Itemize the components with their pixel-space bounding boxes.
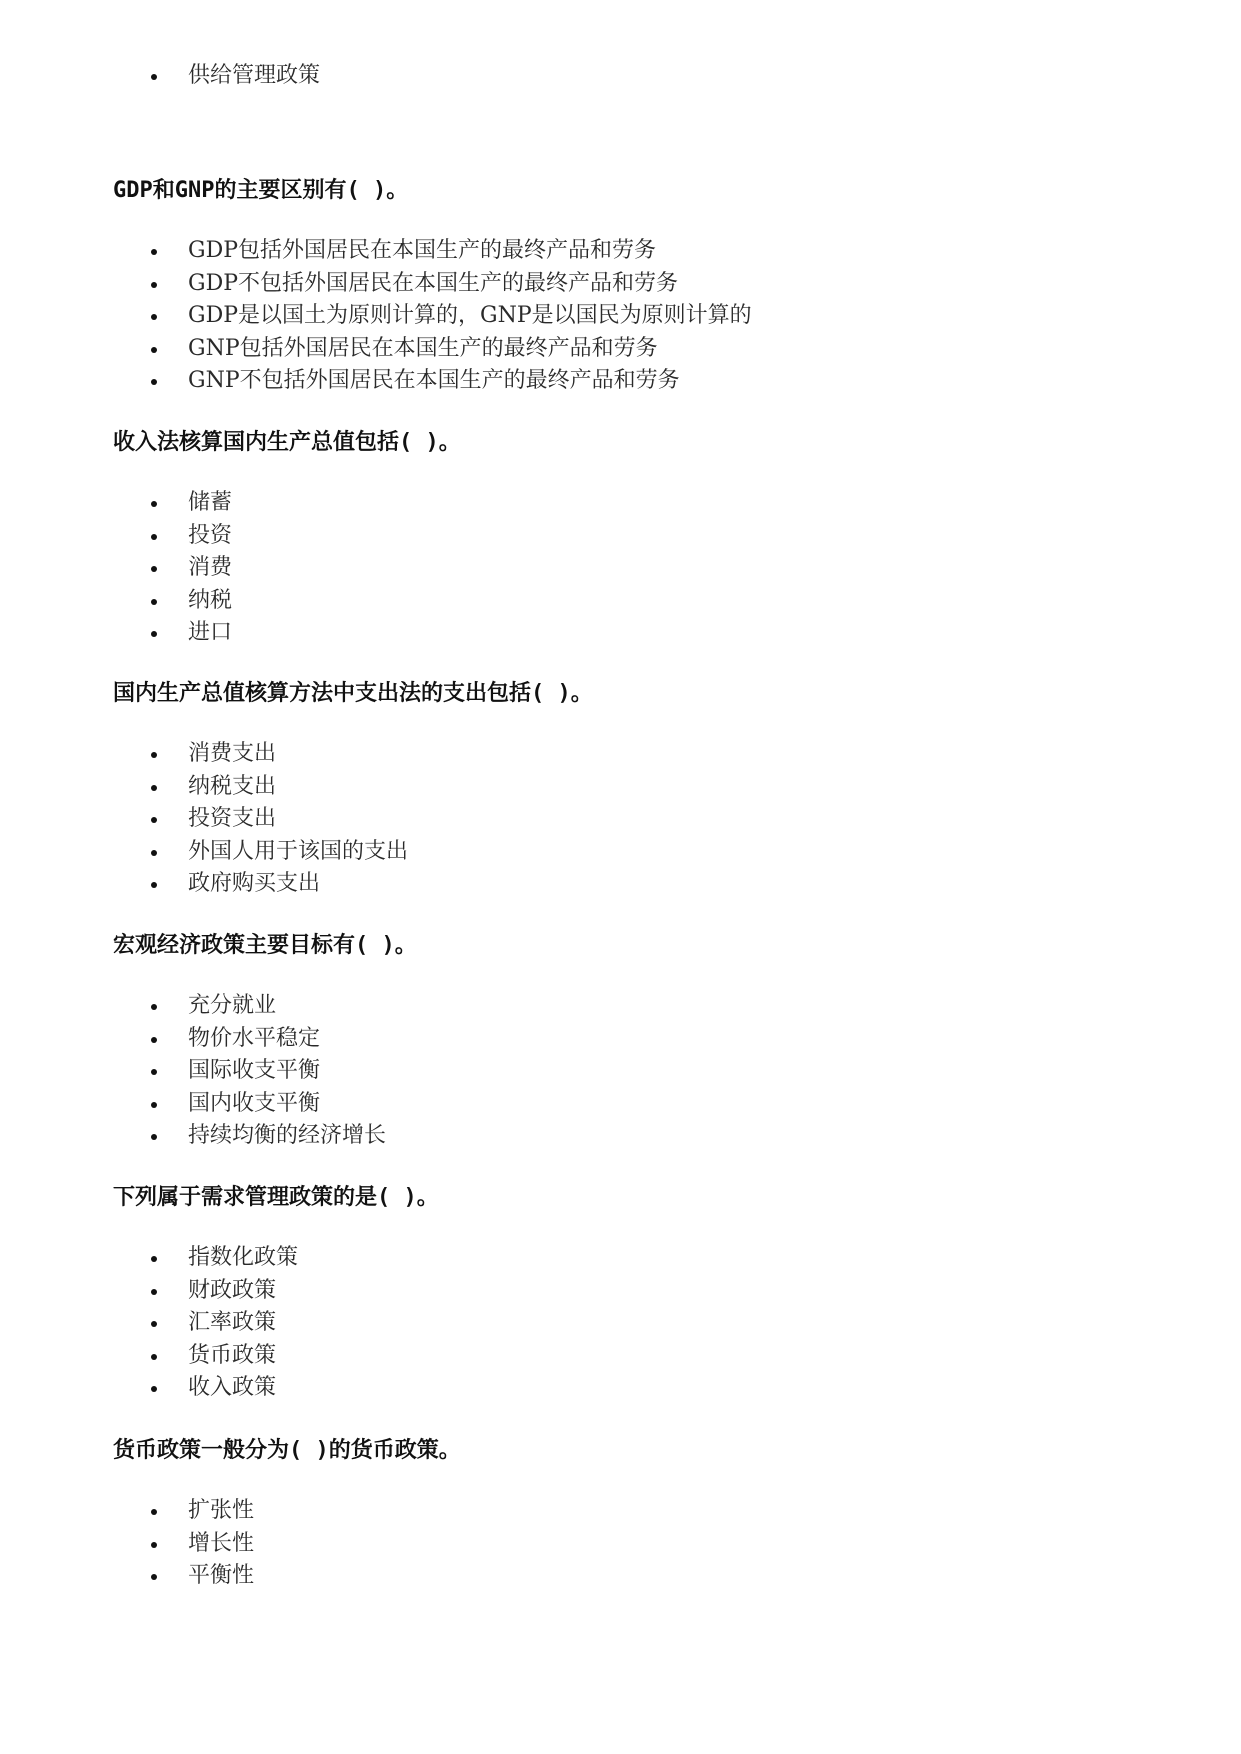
bullet-icon [151,1134,157,1140]
option-text: GDP不包括外国居民在本国生产的最终产品和劳务 [188,270,679,296]
question-title: 货币政策一般分为( )的货币政策。 [113,1438,461,1463]
question-title: 宏观经济政策主要目标有( )。 [113,933,417,958]
option-text: 充分就业 [188,993,277,1018]
option-text: GDP是以国土为原则计算的，GNP是以国民为原则计算的 [188,303,752,328]
bullet-icon [151,599,157,605]
option-text: 国际收支平衡 [188,1058,321,1083]
bullet-icon [151,314,157,320]
bullet-icon [151,1386,157,1392]
option-text: 收入政策 [188,1375,277,1400]
option-text: 进口 [188,620,233,645]
option-text: 平衡性 [188,1563,255,1588]
bullet-icon [151,249,157,255]
bullet-icon [151,1289,157,1295]
bullet-icon [151,1102,157,1108]
option-text: 汇率政策 [188,1310,277,1335]
option-text: 财政政策 [188,1277,277,1303]
bullet-icon [151,1354,157,1360]
bullet-icon [151,347,157,353]
bullet-icon [151,501,157,507]
bullet-icon [151,882,157,888]
bullet-icon [151,752,157,758]
bullet-icon [151,1509,157,1515]
bullet-icon [151,817,157,823]
bullet-icon [151,1004,157,1010]
option-text: 指数化政策 [188,1245,299,1270]
bullet-icon [151,1574,157,1580]
option-text: 物价水平稳定 [188,1025,321,1051]
bullet-icon [151,850,157,856]
question-title: GDP和GNP的主要区别有( )。 [113,178,409,203]
option-text: 消费支出 [188,741,277,766]
bullet-icon [151,1069,157,1075]
option-text: 国内收支平衡 [188,1090,321,1116]
option-text: 储蓄 [188,490,233,515]
option-text: GNP不包括外国居民在本国生产的最终产品和劳务 [188,368,680,393]
option-text: 投资支出 [188,806,277,831]
bullet-icon [151,534,157,540]
option-text: 供给管理政策 [188,63,321,88]
bullet-icon [151,1321,157,1327]
option-text: 纳税 [188,587,233,613]
option-text: 增长性 [188,1530,255,1556]
question-title: 下列属于需求管理政策的是( )。 [113,1185,439,1210]
question-title: 国内生产总值核算方法中支出法的支出包括( )。 [113,681,593,706]
bullet-icon [151,379,157,385]
bullet-icon [151,1256,157,1262]
option-text: 外国人用于该国的支出 [188,838,409,864]
option-text: GNP包括外国居民在本国生产的最终产品和劳务 [188,335,658,361]
option-text: 政府购买支出 [188,871,321,896]
option-text: 纳税支出 [188,773,277,799]
option-text: 投资 [188,522,233,548]
bullet-icon [151,74,157,80]
bullet-icon [151,1542,157,1548]
option-text: 持续均衡的经济增长 [188,1123,387,1148]
bullet-icon [151,1037,157,1043]
bullet-icon [151,785,157,791]
option-text: GDP包括外国居民在本国生产的最终产品和劳务 [188,238,657,263]
option-text: 扩张性 [188,1498,255,1523]
bullet-icon [151,631,157,637]
option-text: 货币政策 [188,1342,277,1368]
bullet-icon [151,566,157,572]
option-text: 消费 [188,555,233,580]
bullet-icon [151,282,157,288]
question-title: 收入法核算国内生产总值包括( )。 [113,430,461,455]
